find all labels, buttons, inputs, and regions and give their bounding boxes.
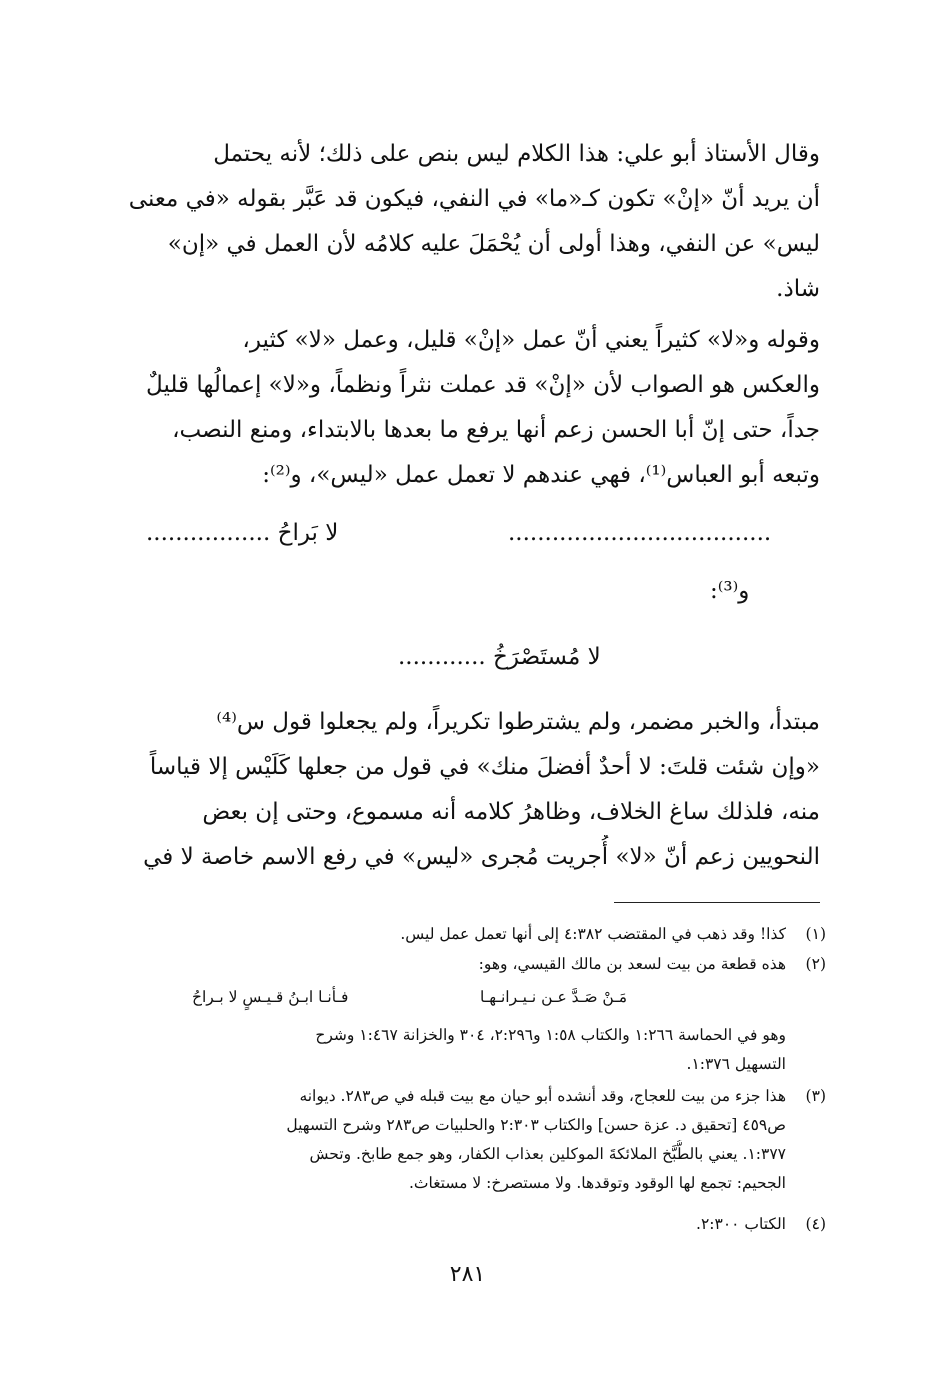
verse-3-intro: و⁽³⁾: — [710, 578, 750, 604]
text-line: شاذ. — [776, 276, 820, 302]
footnote-number: (٤) — [805, 1215, 826, 1233]
verse-1-first-hemistich: .................................... — [508, 520, 772, 546]
text-line: وتبعه أبو العباس⁽¹⁾، فهي عندهم لا تعمل عمل «ليس»، و⁽²⁾: — [262, 462, 820, 488]
text-line: ليس» عن النفي، وهذا أولى أن يُحْمَلَ عليه كلامُه لأن العمل في «إن» — [167, 231, 820, 257]
text-line: مبتدأ، والخبر مضمر، ولم يشترطوا تكريراً، ولم يجعلوا قول س⁽⁴⁾ — [216, 709, 820, 735]
footnote-2-continued — [118, 1021, 826, 1079]
footnote-2-poem-right: مَـنْ صَـدَّ عـن نـيـرانـهـا — [480, 988, 628, 1006]
text-line: «وإن شئت قلتَ: لا أحدٌ أفضلَ منك» في قول من جعلها كَلَيْس إلا قياساً — [149, 754, 820, 780]
footnote-text: ص٤٥٩ [تحقيق د. عزة حسن] والكتاب ٢:٣٠٣ والحلبيات ص٢٨٣ وشرح التسهيل — [286, 1116, 786, 1134]
paragraph-1 — [116, 132, 820, 312]
footnote-text: وهو في الحماسة ١:٢٦٦ والكتاب ١:٥٨ و٢:٢٩٦، ٣٠٤ والخزانة ١:٤٦٧ وشرح — [315, 1026, 786, 1044]
text-line: وقال الأستاذ أبو علي: هذا الكلام ليس بنص على ذلك؛ لأنه يحتمل — [213, 141, 820, 167]
footnote-text: التسهيل ١:٣٧٦. — [686, 1055, 786, 1073]
verse-1-second-hemistich: لا بَراحُ ................. — [146, 520, 339, 546]
footnote-number: (٣) — [805, 1087, 826, 1105]
text-line: منه، فلذلك ساغ الخلاف، وظاهرُ كلامه أنه مسموع، وحتى إن بعض — [202, 799, 820, 825]
paragraph-3 — [116, 700, 820, 880]
footnote-2 — [118, 950, 826, 979]
footnote-number: (١) — [805, 925, 826, 943]
footnote-divider — [614, 902, 820, 903]
text-line: جداً، حتى إنّ أبا الحسن زعم أنها يرفع ما بعدها بالابتداء، ومنع النصب، — [172, 417, 820, 443]
footnote-text: الجحيم: تجمع لها الوقود وتوقدها. ولا مستصرخ: لا مستغاث. — [408, 1174, 786, 1192]
page-number: ٢٨١ — [449, 1262, 486, 1287]
footnote-3 — [118, 1082, 826, 1198]
text-line: أن يريد أنّ «إنْ» تكون كـ«ما» في النفي، فيكون قد عَبَّر بقوله «في معنى — [128, 186, 820, 212]
verse-2: لا مُستَصْرَخُ ............ — [398, 644, 601, 670]
footnote-text: هذا جزء من بيت للعجاج، وقد أنشده أبو حيان مع بيت قبله في ص٢٨٣. ديوانه — [299, 1087, 786, 1105]
text-line: والعكس هو الصواب لأن «إنْ» قد عملت نثراً ونظماً، و«لا» إعمالُها قليلٌ — [146, 372, 820, 398]
footnote-2-poem-left: فـأنـا ابـنُ قـيـسٍ لا بـراحُ — [192, 988, 349, 1006]
footnote-number: (٢) — [805, 955, 826, 973]
footnote-1 — [118, 920, 826, 949]
footnote-text: الكتاب ٢:٣٠٠. — [696, 1215, 786, 1233]
footnote-4 — [118, 1210, 826, 1239]
footnote-text: ١:٣٧٧. يعني بالطُّبَّخ الملائكةَ الموكلين بعذاب الكفار، وهو جمع طابخ. وتحش — [309, 1145, 786, 1163]
text-line: وقوله و«لا» كثيراً يعني أنّ عمل «إنْ» قليل، وعمل «لا» كثير، — [242, 327, 820, 353]
footnote-text: كذا! وقد ذهب في المقتضب ٤:٣٨٢ إلى أنها تعمل عمل ليس. — [400, 925, 786, 943]
footnote-text: هذه قطعة من بيت لسعد بن مالك القيسي، وهو: — [478, 955, 786, 973]
paragraph-2 — [116, 318, 820, 498]
text-line: النحويين زعم أنّ «لا» أُجريت مُجرى «ليس» في رفع الاسم خاصة لا في — [143, 844, 820, 870]
